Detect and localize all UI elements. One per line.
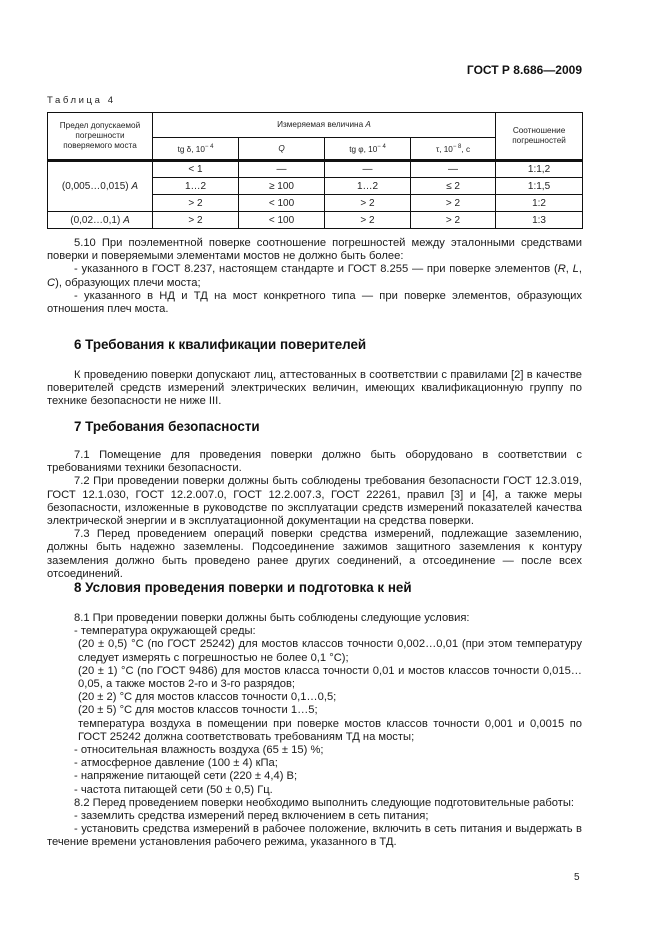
ratio-table: [47, 112, 583, 229]
condition-item: - частота питающей сети (50 ± 0,5) Гц.: [74, 783, 273, 796]
section-7-body: [47, 449, 582, 581]
header-measured-quantity: [153, 113, 496, 138]
paragraph-5-10: 5.10 При поэлементной поверке соотношение погрешностей между эталонными средствами поверки и поверяемыми элементами мостов не должно быть более:: [47, 237, 582, 263]
table-cell: 1:2: [496, 195, 583, 212]
prep-item: - заземлить средства измерений перед включением в сеть питания;: [74, 810, 429, 823]
section-6-body: [47, 369, 582, 409]
table-cell: —: [325, 161, 411, 178]
group-cell: (0,02…0,1) A: [48, 212, 153, 229]
condition-item: - атмосферное давление (100 ± 4) кПа;: [74, 757, 278, 770]
list-item: - указанного в ГОСТ 8.237, настоящем стандарте и ГОСТ 8.255 — при поверке элементов (R, L, C), образующих плечи моста;: [47, 263, 583, 289]
table-cell: ≤ 2: [411, 178, 496, 195]
table-cell: 1:3: [496, 212, 583, 229]
table-cell: < 1: [153, 161, 239, 178]
table-row: [48, 161, 583, 178]
table-cell: > 2: [411, 212, 496, 229]
table-cell: > 2: [411, 195, 496, 212]
table-header-row: [48, 113, 583, 138]
condition-item: - относительная влажность воздуха (65 ± 15) %;: [74, 744, 324, 757]
paragraph-7-3: 7.3 Перед проведением операций поверки средства измерений, подлежащие заземлению, должны быть надежно заземлены. Подсоединение зажимов защитного заземления к контуру заземления должно быть проведено ранее других соединений, а отсоединение — после всех отсоединений.: [47, 528, 582, 580]
table-cell: 1…2: [325, 178, 411, 195]
header-tg-phi: tg φ, $10^{- 4}$: [325, 138, 411, 161]
header-error-ratio: Соотношение погрешностей: [496, 113, 583, 161]
condition-item: - напряжение питающей сети (220 ± 4,4) В;: [74, 770, 298, 783]
table-cell: —: [239, 161, 325, 178]
section-8-title: 8 Условия проведения поверки и подготовка к ней: [74, 580, 412, 595]
list-item: - указанного в НД и ТД на мост конкретного типа — при поверке элементов, образующих отношения плеч моста.: [47, 289, 582, 316]
document-id-header: ГОСТ Р 8.686—2009: [466, 63, 582, 77]
table-row: [48, 212, 583, 229]
table-cell: —: [411, 161, 496, 178]
temp-item: (20 ± 1) °С (по ГОСТ 9486) для мостов класса точности 0,01 и мостов классов точности 0,015…0,05, а также мостов 2-го и 3-го разрядов;: [78, 664, 582, 691]
temp-item: температура воздуха в помещении при поверке мостов классов точности 0,001 и 0,0015 по ГОСТ 25242 должна соответствовать требованиям ТД на мосты;: [78, 717, 582, 743]
temperature-label: - температура окружающей среды:: [74, 625, 256, 638]
paragraph-7-2: 7.2 При проведении поверки должны быть соблюдены требования безопасности ГОСТ 12.3.019, ГОСТ 12.1.030, ГОСТ 12.2.007.0, ГОСТ 12.2.007.3, ГОСТ 22261, правил [3] и [4], а также меры безопасности, изложенные в руководстве по эксплуатации средств измерений показателей качества электрической энергии и в эксплуатационной документации на средства поверки.: [47, 475, 582, 528]
table-cell: < 100: [239, 195, 325, 212]
paragraph: К проведению поверки допускают лиц, аттестованных в соответствии с правилами [2] в качестве поверителей средств измерений электрических величин, имеющих квалификационную группу по технике безопасности не ниже III.: [47, 369, 582, 408]
table-cell: ≥ 100: [239, 178, 325, 195]
section-6-title: 6 Требования к квалификации поверителей: [74, 337, 367, 352]
prep-item: - установить средства измерений в рабочее положение, включить в сеть питания и выдержать в течение времени установления рабочего режима, указанного в ТД.: [47, 823, 582, 849]
header-group-var: A: [365, 120, 371, 129]
table-cell: > 2: [153, 195, 239, 212]
table-cell: > 2: [153, 212, 239, 229]
header-tg-delta: tg δ, $10^{- 4}$: [153, 138, 239, 161]
temp-item: (20 ± 0,5) °С (по ГОСТ 25242) для мостов классов точности 0,002…0,01 (при этом температуру следует измерять с погрешностью не более 0,1 °С);: [78, 638, 582, 664]
section-7-title: 7 Требования безопасности: [74, 419, 260, 434]
table-cell: > 2: [325, 195, 411, 212]
header-group-label: Измеряемая величина: [277, 120, 364, 129]
paragraph-7-1: 7.1 Помещение для проведения поверки должно быть оборудовано в соответствии с требованиями техники безопасности.: [47, 449, 582, 475]
table-cell: > 2: [325, 212, 411, 229]
section-5-10: [47, 237, 582, 316]
table-cell: 1:1,2: [496, 161, 583, 178]
table-cell: 1…2: [153, 178, 239, 195]
table-caption: Таблица 4: [47, 95, 116, 106]
header-error-limit: Предел допускаемой погрешности поверяемого моста: [48, 113, 153, 161]
paragraph-8-2: 8.2 Перед проведением поверки необходимо выполнить следующие подготовительные работы:: [74, 796, 575, 809]
header-q: Q: [239, 138, 325, 161]
table-cell: < 100: [239, 212, 325, 229]
temp-item: (20 ± 2) °С для мостов классов точности 0,1…0,5;: [78, 691, 337, 704]
page-number: 5: [574, 872, 580, 883]
section-8-body: [47, 612, 582, 850]
table-cell: 1:1,5: [496, 178, 583, 195]
temp-item: (20 ± 5) °С для мостов классов точности 1…5;: [78, 704, 318, 717]
header-tau: τ, $10^{- 8}$, с: [411, 138, 496, 161]
paragraph-8-1: 8.1 При проведении поверки должны быть соблюдены следующие условия:: [74, 612, 470, 624]
group-cell: (0,005…0,015) A: [48, 161, 153, 212]
